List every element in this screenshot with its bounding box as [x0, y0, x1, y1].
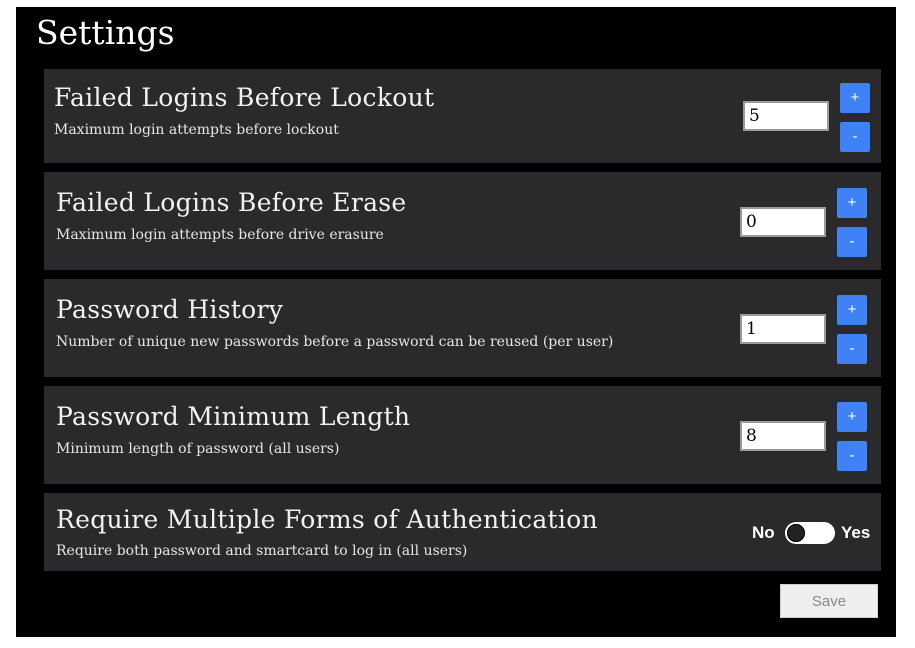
setting-description: Number of unique new passwords before a password can be reused (per user): [56, 334, 614, 350]
setting-password-history: [44, 279, 881, 377]
lockout-increment-button[interactable]: +: [840, 83, 870, 113]
setting-description: Maximum login attempts before lockout: [54, 122, 339, 138]
setting-title: Failed Logins Before Lockout: [54, 83, 435, 112]
min-length-decrement-button[interactable]: -: [837, 441, 867, 471]
lockout-value-input[interactable]: [743, 101, 829, 131]
setting-require-mfa: [44, 493, 881, 571]
setting-failed-logins-lockout: [44, 69, 881, 163]
history-decrement-button[interactable]: -: [837, 334, 867, 364]
setting-description: Maximum login attempts before drive erasure: [56, 227, 384, 243]
toggle-on-label: Yes: [841, 523, 871, 542]
toggle-knob: [787, 524, 805, 542]
history-value-input[interactable]: [740, 314, 826, 344]
page-title: Settings: [36, 13, 175, 52]
lockout-decrement-button[interactable]: -: [840, 122, 870, 152]
mfa-toggle-switch[interactable]: [785, 522, 835, 544]
setting-title: Failed Logins Before Erase: [56, 188, 407, 217]
setting-password-min-length: [44, 386, 881, 484]
settings-window: [16, 7, 896, 637]
setting-failed-logins-erase: [44, 172, 881, 270]
min-length-increment-button[interactable]: +: [837, 402, 867, 432]
save-button[interactable]: Save: [780, 584, 878, 618]
setting-description: Minimum length of password (all users): [56, 441, 340, 457]
min-length-value-input[interactable]: [740, 421, 826, 451]
setting-description: Require both password and smartcard to log in (all users): [56, 543, 468, 559]
toggle-off-label: No: [752, 523, 775, 542]
erase-decrement-button[interactable]: -: [837, 227, 867, 257]
erase-increment-button[interactable]: +: [837, 188, 867, 218]
history-increment-button[interactable]: +: [837, 295, 867, 325]
erase-value-input[interactable]: [740, 207, 826, 237]
setting-title: Password History: [56, 295, 284, 324]
setting-title: Password Minimum Length: [56, 402, 411, 431]
setting-title: Require Multiple Forms of Authentication: [56, 505, 598, 534]
